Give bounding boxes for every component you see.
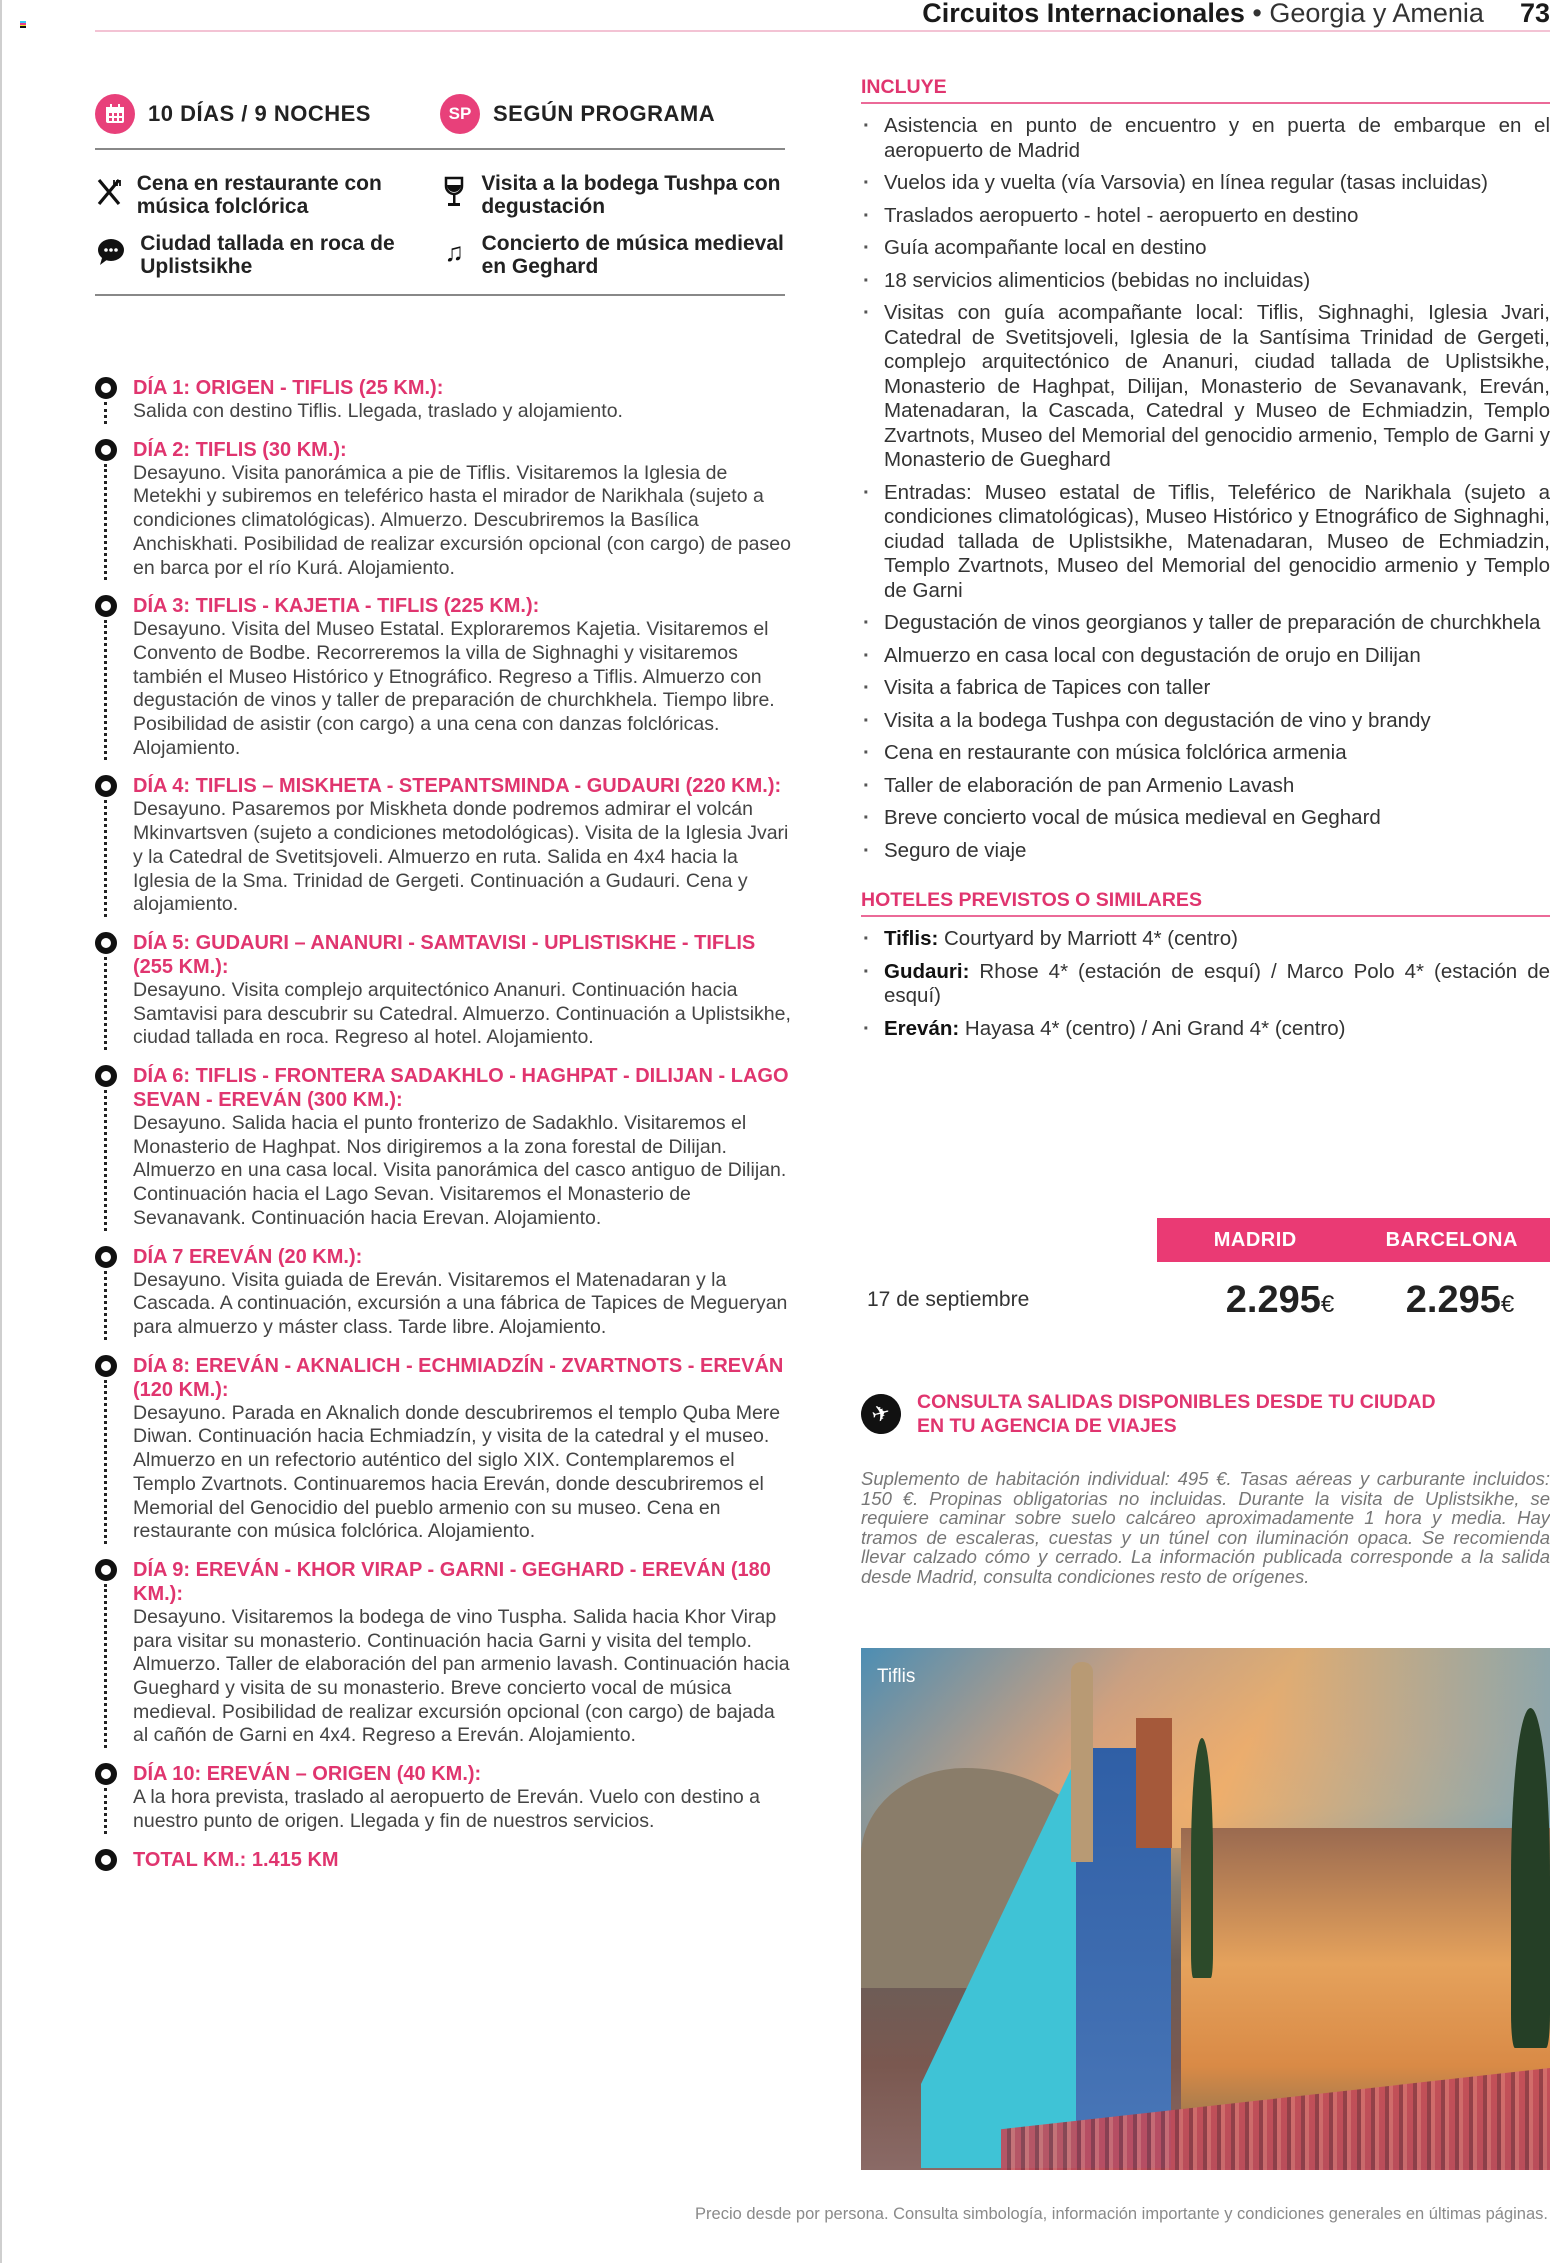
duration bbox=[95, 94, 440, 134]
destination-title: Georgia y Amenia bbox=[1269, 0, 1484, 28]
photo-caption: Tiflis bbox=[877, 1666, 916, 1687]
itinerary-day: DÍA 7 EREVÁN (20 KM.): Desayuno. Visita guiada de Ereván. Visitaremos el Matenadaran y la Cascada. A continuación, excursión a una fábrica de Tapices de Megueryan para almuerzo y máster class. Tarde libre. Alojamiento. bbox=[95, 1245, 795, 1340]
trip-highlights bbox=[95, 150, 785, 296]
consulta-banner: ✈ CONSULTA SALIDAS DISPONIBLES DESDE TU CIUDAD EN TU AGENCIA DE VIAJES bbox=[861, 1390, 1436, 1438]
hotels-title: HOTELES PREVISTOS O SIMILARES bbox=[861, 889, 1550, 917]
list-item: · Guía acompañante local en destino bbox=[861, 236, 1550, 261]
itinerary-day: DÍA 3: TIFLIS - KAJETIA - TIFLIS (225 KM.): Desayuno. Visita del Museo Estatal. Exploraremos Kajetia. Visitaremos el Convento de Bodbe. Recorreremos la villa de Sighnaghi y visitaremos también el Museo Histórico y Etnográfico. Regreso a Tiflis. Almuerzo con degustación de vinos y taller de preparación de churchkhela. Tiempo libre. Posibilidad de asistir (con cargo) a una cena con danzas folclóricas. Alojamiento. bbox=[95, 594, 795, 760]
list-item: · Visita a fabrica de Tapices con taller bbox=[861, 676, 1550, 701]
location-pin-icon bbox=[95, 932, 117, 954]
speech-bubble-icon bbox=[95, 232, 127, 272]
list-item: · Vuelos ida y vuelta (vía Varsovia) en línea regular (tasas incluidas) bbox=[861, 171, 1550, 196]
page-header bbox=[95, 0, 1550, 32]
itinerary-day: DÍA 4: TIFLIS – MISKHETA - STEPANTSMINDA - GUDAURI (220 KM.): Desayuno. Pasaremos por Miskheta donde podremos admirar el volcán Mkinvartsven (sujeto a condiciones metodológicas). Visita de la Iglesia Jvari y la Catedral de Svetitsjoveli. Almuerzo en ruta. Salida en 4x4 hacia la Iglesia de la Sma. Trinidad de Gergeti. Continuación a Gudauri. Cena y alojamiento. bbox=[95, 774, 795, 917]
list-item: · 18 servicios alimenticios (bebidas no incluidas) bbox=[861, 269, 1550, 294]
includes-title: INCLUYE bbox=[861, 76, 1550, 104]
price-madrid: 2.295€ bbox=[1225, 1278, 1335, 1321]
trip-features bbox=[95, 85, 785, 296]
highlight-item: Visita a la bodega Tushpa con degustación bbox=[440, 172, 785, 218]
itinerary-day: DÍA 8: EREVÁN - AKNALICH - ECHMIADZÍN - ZVARTNOTS - EREVÁN (120 KM.): Desayuno. Parada en Aknalich donde descubriremos el templo Quba Mere Diwan. Continuación hacia Echmiadzín, y visita de la catedral y el museo. Almuerzo en un refectorio auténtico del siglo XIX. Contemplaremos el Templo Zvartnots. Continuaremos hacia Ereván, donde descubriremos el Memorial del Genocidio del pueblo armenio con su museo. Cena en restaurante con música folclórica. Alojamiento. bbox=[95, 1354, 795, 1544]
meal-plan-label: SEGÚN PROGRAMA bbox=[493, 100, 716, 126]
itinerary-day: DÍA 6: TIFLIS - FRONTERA SADAKHLO - HAGHPAT - DILIJAN - LAGO SEVAN - EREVÁN (300 KM.): Desayuno. Salida hacia el punto fronterizo de Sadakhlo. Visitaremos el Monasterio de Haghpat. Nos dirigiremos a la zona forestal de Dilijan. Almuerzo en una casa local. Visita panorámica del casco antiguo de Dilijan. Continuación hacia el Lago Sevan. Visitaremos el Monasterio de Sevanavank. Continuación hacia Erevan. Alojamiento. bbox=[95, 1064, 795, 1231]
list-item: · Asistencia en punto de encuentro y en puerta de embarque en el aeropuerto de Madrid bbox=[861, 114, 1550, 163]
duration-label: 10 DÍAS / 9 NOCHES bbox=[148, 100, 371, 126]
total-km: TOTAL KM.: 1.415 KM bbox=[133, 1848, 339, 1871]
list-item: · Visitas con guía acompañante local: Tiflis, Sighnaghi, Iglesia Jvari, Catedral de Svetitsjoveli, Iglesia de la Santísima Trinidad de Gergeti, complejo arquitectónico de Ananuri, ciudad tallada de Uplistsikhe, Monasterio de Haghpat, Dilijan, Monasterio de Sevanavank, Ereván, Matenadaran, la Cascada, Catedral y Museo de Echmiadzin, Templo Zvartnots, Museo del Memorial del genocidio armenio, Templo de Garni y Monasterio de Gueghard bbox=[861, 301, 1550, 473]
itinerary-total bbox=[95, 1848, 795, 1872]
column-madrid: MADRID bbox=[1213, 1228, 1297, 1251]
price-row bbox=[867, 1270, 1550, 1330]
hotels-list bbox=[861, 927, 1550, 1041]
page-edge bbox=[0, 0, 2, 2263]
fork-knife-icon bbox=[95, 172, 124, 212]
departure-date: 17 de septiembre bbox=[867, 1288, 1030, 1311]
location-pin-icon bbox=[95, 1246, 117, 1268]
location-pin-icon bbox=[95, 1559, 117, 1581]
itinerary-day: DÍA 5: GUDAURI – ANANURI - SAMTAVISI - UPLISTISKHE - TIFLIS (255 KM.): Desayuno. Visita complejo arquitectónico Ananuri. Continuación hacia Samtavisi para descubrir su Catedral. Almuerzo. Continuación a Uplistsikhe, ciudad tallada en roca. Regreso al hotel. Alojamiento. bbox=[95, 931, 795, 1050]
list-item: · Almuerzo en casa local con degustación de orujo en Dilijan bbox=[861, 644, 1550, 669]
location-pin-icon bbox=[95, 775, 117, 797]
location-pin-icon bbox=[95, 377, 117, 399]
hotel-item: · Tiflis: Courtyard by Marriott 4* (centro) bbox=[861, 927, 1550, 952]
location-pin-icon bbox=[95, 595, 117, 617]
location-pin-icon bbox=[95, 439, 117, 461]
location-pin-icon bbox=[95, 1763, 117, 1785]
list-item: · Breve concierto vocal de música medieval en Geghard bbox=[861, 806, 1550, 831]
itinerary bbox=[95, 376, 795, 1886]
page-number: 73 bbox=[1519, 0, 1550, 28]
wine-glass-icon bbox=[440, 172, 468, 212]
itinerary-day: DÍA 10: EREVÁN – ORIGEN (40 KM.): A la hora prevista, traslado al aeropuerto de Ereván. Vuelo con destino a nuestro punto de origen. Llegada y fin de nuestros servicios. bbox=[95, 1762, 795, 1833]
sp-badge-icon: SP bbox=[440, 94, 480, 134]
hotel-item: · Gudauri: Rhose 4* (estación de esquí) / Marco Polo 4* (estación de esquí) bbox=[861, 960, 1550, 1009]
conditions-notes: Suplemento de habitación individual: 495 €. Tasas aéreas y carburante incluidos: 150 €. Propinas obligatorias no incluidas. Durante la visita de Uplistsikhe, se requiere caminar sobre suelo calcáreo aproximadamente 1 hora y media. Hay tramos de escaleras, cuestas y un túnel con iluminación opaca. Se recomienda llevar calzado cómo y cerrado. La información publicada corresponde a la salida desde Madrid, consulta condiciones resto de orígenes. bbox=[861, 1468, 1550, 1587]
trip-summary bbox=[95, 85, 785, 150]
list-item: · Traslados aeropuerto - hotel - aeropuerto en destino bbox=[861, 204, 1550, 229]
list-item: · Taller de elaboración de pan Armenio Lavash bbox=[861, 774, 1550, 799]
list-item: · Visita a la bodega Tushpa con degustación de vino y brandy bbox=[861, 709, 1550, 734]
right-column bbox=[861, 76, 1550, 1049]
location-pin-icon bbox=[95, 1065, 117, 1087]
itinerary-day: DÍA 2: TIFLIS (30 KM.): Desayuno. Visita panorámica a pie de Tiflis. Visitaremos la Iglesia de Metekhi y subiremos en teleférico hasta el mirador de Narikhala (sujeto a condiciones climatológicas). Almuerzo. Descubriremos la Basílica Anchiskhati. Posibilidad de realizar excursión opcional (con cargo) de paseo en barca por el río Kurá. Alojamiento. bbox=[95, 438, 795, 581]
list-item: · Cena en restaurante con música folclórica armenia bbox=[861, 741, 1550, 766]
section-title: Circuitos Internacionales bbox=[922, 0, 1245, 28]
itinerary-day: DÍA 1: ORIGEN - TIFLIS (25 KM.): Salida con destino Tiflis. Llegada, traslado y alojamiento. bbox=[95, 376, 795, 424]
airplane-takeoff-icon: ✈ bbox=[857, 1390, 906, 1439]
location-pin-icon bbox=[95, 1849, 117, 1871]
highlight-item: Ciudad tallada en roca de Uplistsikhe bbox=[95, 232, 440, 278]
print-color-bar bbox=[20, 21, 26, 28]
highlight-item: Cena en restaurante con música folclórica bbox=[95, 172, 440, 218]
tiflis-photo bbox=[861, 1648, 1550, 2170]
footer-note: Precio desde por persona. Consulta simbología, información importante y condiciones generales en últimas páginas. bbox=[695, 2205, 1548, 2223]
highlight-item: ♫ Concierto de música medieval en Geghard bbox=[440, 232, 785, 278]
list-item: · Entradas: Museo estatal de Tiflis, Teleférico de Narikhala (sujeto a condiciones climatológicas), Museo Histórico y Etnográfico de Sighnaghi, ciudad tallada de Uplistsikhe, Matenadaran, Museo de Echmiadzin, Templo Zvartnots, Museo del Memorial del genocidio armenio y Templo de Garni bbox=[861, 481, 1550, 604]
itinerary-day: DÍA 9: EREVÁN - KHOR VIRAP - GARNI - GEGHARD - EREVÁN (180 KM.): Desayuno. Visitaremos la bodega de vino Tuspha. Salida hacia Khor Virap para visitar su monasterio. Continuación hacia Garni y visita del templo. Almuerzo. Taller de elaboración del pan armenio lavash. Continuación hacia Gueghard y visita de su monasterio. Breve concierto vocal de música medieval. Posibilidad de realizar excursión opcional (con cargo) de bajada al cañón de Garni en 4x4. Regreso a Ereván. Alojamiento. bbox=[95, 1558, 795, 1748]
calendar-icon bbox=[95, 94, 135, 134]
includes-list bbox=[861, 114, 1550, 863]
column-barcelona: BARCELONA bbox=[1385, 1228, 1518, 1251]
meal-plan bbox=[440, 94, 785, 134]
price-barcelona: 2.295€ bbox=[1405, 1278, 1515, 1321]
location-pin-icon bbox=[95, 1355, 117, 1377]
list-item: · Seguro de viaje bbox=[861, 839, 1550, 864]
list-item: · Degustación de vinos georgianos y taller de preparación de churchkhela bbox=[861, 611, 1550, 636]
music-note-icon: ♫ bbox=[444, 236, 465, 267]
hotel-item: · Ereván: Hayasa 4* (centro) / Ani Grand 4* (centro) bbox=[861, 1017, 1550, 1042]
header-title: Circuitos Internacionales • Georgia y Amenia 73 bbox=[922, 0, 1550, 28]
price-table-header bbox=[1157, 1218, 1550, 1262]
